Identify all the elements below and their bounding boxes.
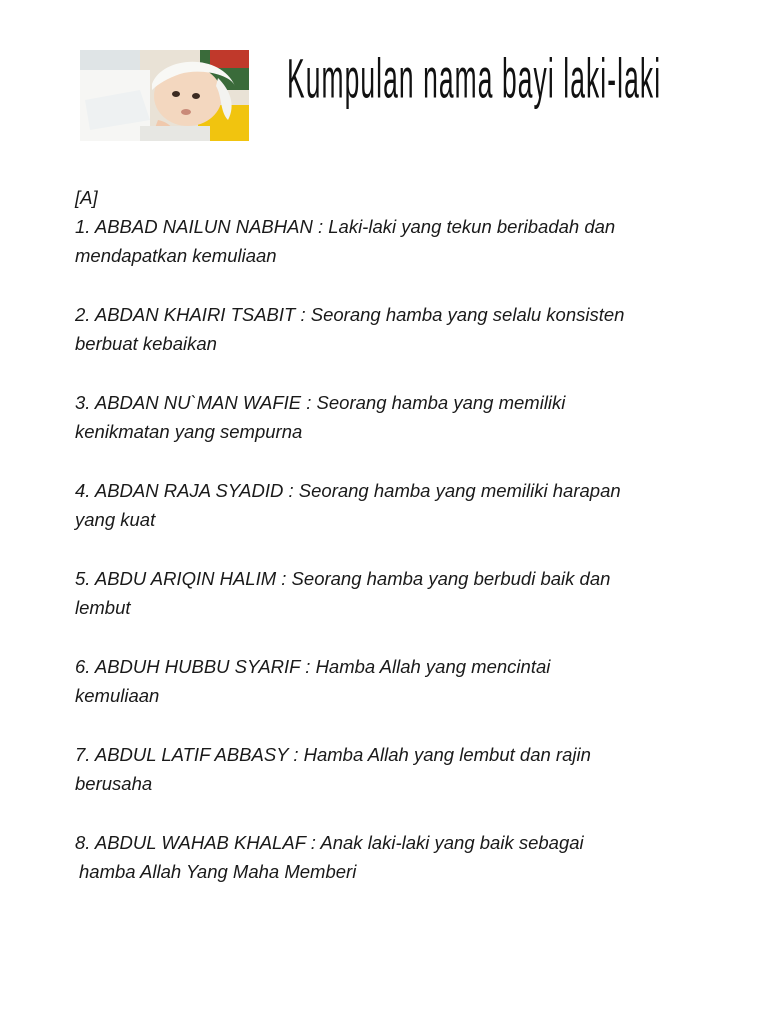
list-item: [75, 476, 715, 534]
list-item: [75, 652, 715, 710]
entry-line-1: 5. ABDU ARIQIN HALIM : Seorang hamba yang berbudi baik dan: [75, 568, 611, 589]
baby-photo: [80, 50, 249, 141]
entry-line-1: 3. ABDAN NU`MAN WAFIE : Seorang hamba yang memiliki: [75, 392, 566, 413]
entry-line-1: 7. ABDUL LATIF ABBASY : Hamba Allah yang lembut dan rajin: [75, 744, 591, 765]
entry-line-2: berusaha: [75, 773, 153, 794]
list-item: [75, 564, 715, 622]
entry-line-2: lembut: [75, 597, 131, 618]
entry-line-1: 2. ABDAN KHAIRI TSABIT : Seorang hamba yang selalu konsisten: [75, 304, 625, 325]
entry-line-2: mendapatkan kemuliaan: [75, 245, 277, 266]
page-title: Kumpulan nama bayi laki-laki: [287, 48, 662, 110]
list-item: [75, 388, 715, 446]
list-item: [75, 828, 715, 886]
entry-line-2: kenikmatan yang sempurna: [75, 421, 303, 442]
entry-line-1: 8. ABDUL WAHAB KHALAF : Anak laki-laki yang baik sebagai: [75, 832, 584, 853]
section-label: [A]: [75, 187, 98, 208]
entry-line-2: berbuat kebaikan: [75, 333, 217, 354]
entry-line-1: 1. ABBAD NAILUN NABHAN : Laki-laki yang tekun beribadah dan: [75, 216, 616, 237]
name-list: [75, 183, 715, 916]
entry-line-2: hamba Allah Yang Maha Memberi: [79, 861, 357, 882]
entry-line-2: kemuliaan: [75, 685, 160, 706]
entry-line-1: 4. ABDAN RAJA SYADID : Seorang hamba yang memiliki harapan: [75, 480, 621, 501]
list-item: [75, 300, 715, 358]
list-item: [75, 212, 715, 270]
list-item: [75, 740, 715, 798]
entry-line-1: 6. ABDUH HUBBU SYARIF : Hamba Allah yang mencintai: [75, 656, 551, 677]
entry-line-2: yang kuat: [75, 509, 156, 530]
